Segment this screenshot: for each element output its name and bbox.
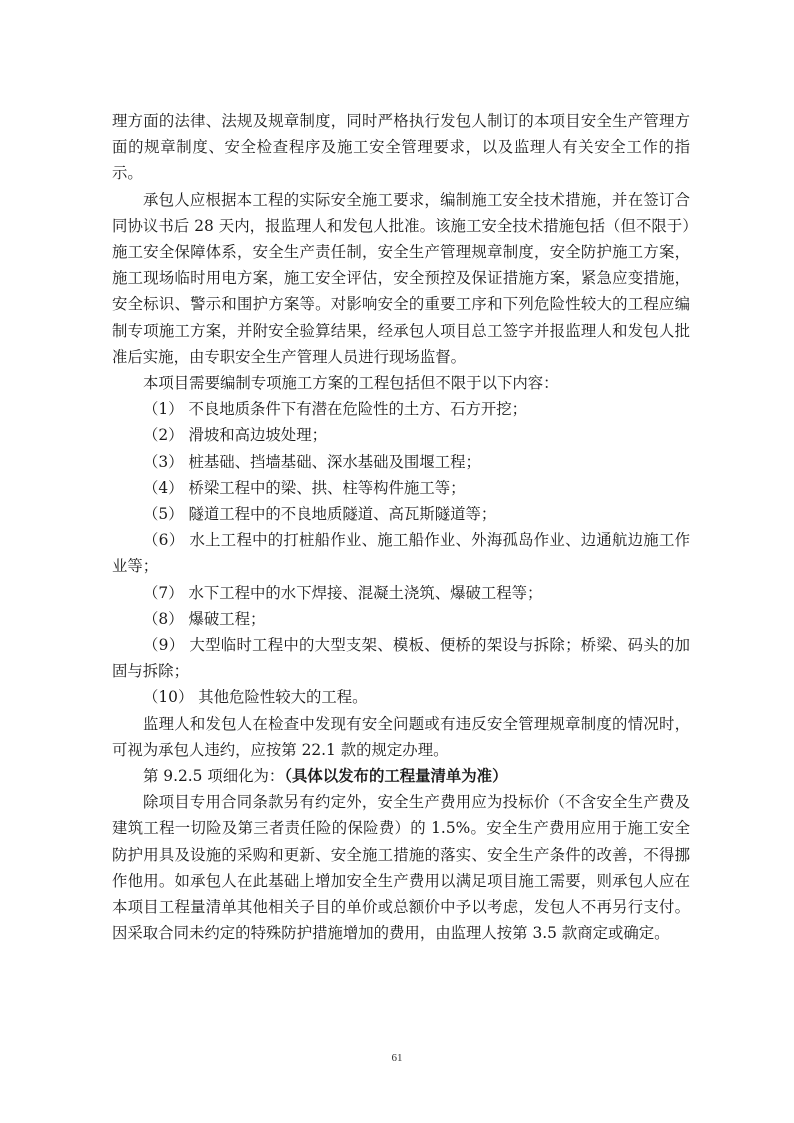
list-item: （9） 大型临时工程中的大型支架、模板、便桥的架设与拆除；桥梁、码头的加固与拆除； [112,636,690,681]
clause-prefix: 第 9.2.5 项细化为： [143,767,285,786]
list-item: （7） 水下工程中的水下焊接、混凝土浇筑、爆破工程等； [143,583,543,602]
paragraph-safety-measures: 承包人应根据本工程的实际安全施工要求，编制施工安全技术措施，并在签订合同协议书后 28 天内，报监理人和发包人批准。该施工安全技术措施包括（但不限于）施工安全保障体系，安全生产责任制，安全生产管理规章制度，安全防护施工方案，施工现场临时用电方案，施工安全评估，安全预控及保证措施方案，紧急应变措施，安全标识、警示和围护方案等。对影响安全的重要工序和下列危险性较大的工程应编制专项施工方案，并附安全验算结果，经承包人项目总工签字并报监理人和发包人批准后实施，由专职安全生产管理人员进行现场监督。 [112,190,690,366]
clause-bold-note: （具体以发布的工程量清单为准） [284,767,508,786]
list-item: （3） 桩基础、挡墙基础、深水基础及围堰工程； [143,452,481,471]
clause-heading [112,763,690,789]
paragraph-special-plans-intro: 本项目需要编制专项施工方案的工程包括但不限于以下内容： [143,374,559,393]
list-item: （10） 其他危险性较大的工程。 [143,688,368,707]
list-item: （1） 不良地质条件下有潜在危险性的土方、石方开挖； [143,400,528,419]
page-number: 61 [391,1052,403,1064]
paragraph-violation: 监理人和发包人在检查中发现有安全问题或有违反安全管理规章制度的情况时，可视为承包人违约，应按第 22.1 款的规定办理。 [112,714,690,759]
paragraph-safety-cost: 除项目专用合同条款另有约定外，安全生产费用应为投标价（不含安全生产费及建筑工程一切险及第三者责任险的保险费）的 1.5%。安全生产费用应用于施工安全防护用具及设施的采购和更新、安全施工措施的落实、安全生产条件的改善，不得挪作他用。如承包人在此基础上增加安全生产费用以满足项目施工需要，则承包人应在本项目工程量清单其他相关子目的单价或总额价中予以考虑，发包人不再另行支付。因采取合同未约定的特殊防护措施增加的费用，由监理人按第 3.5 款商定或确定。 [112,793,690,943]
list-item: （8） 爆破工程； [143,609,266,628]
list-item: （4） 桥梁工程中的梁、拱、柱等构件施工等； [143,478,466,497]
list-item: （5） 隧道工程中的不良地质隧道、高瓦斯隧道等； [143,505,497,524]
body-text [112,108,690,947]
list-item: （2） 滑坡和高边坡处理； [143,426,327,445]
paragraph-continued: 理方面的法律、法规及规章制度，同时严格执行发包人制订的本项目安全生产管理方面的规章制度、安全检查程序及施工安全管理要求，以及监理人有关安全工作的指示。 [112,112,690,183]
list-item: （6） 水上工程中的打桩船作业、施工船作业、外海孤岛作业、边通航边施工作业等； [112,531,690,576]
